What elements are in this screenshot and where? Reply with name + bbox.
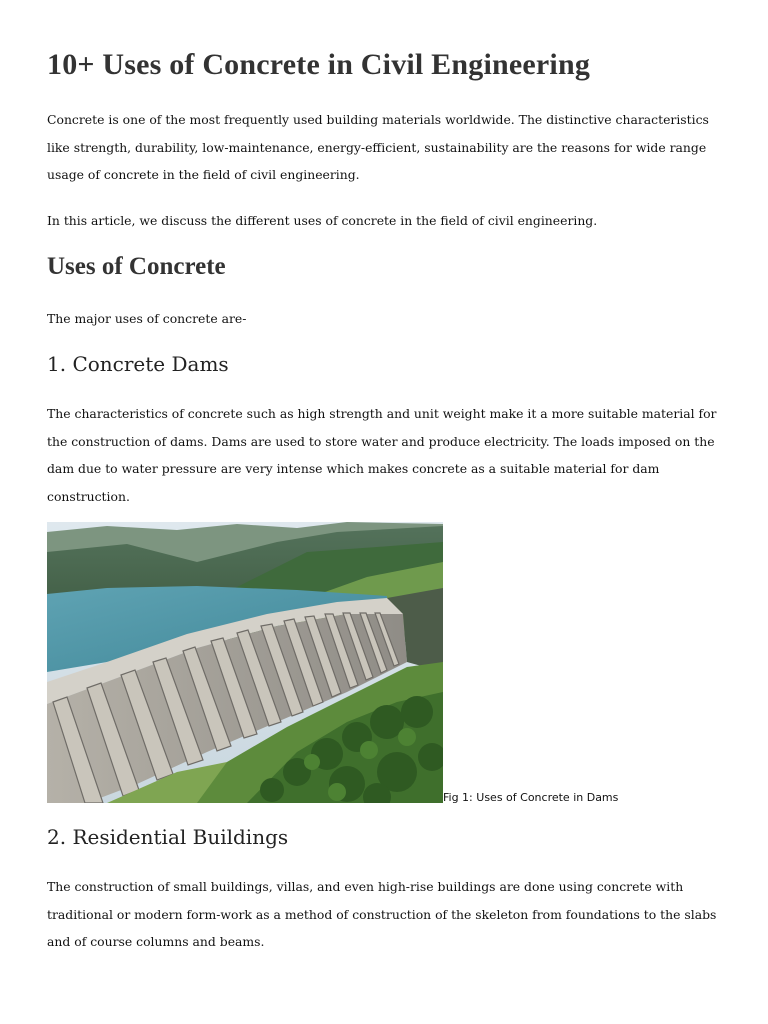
page-title: 10+ Uses of Concrete in Civil Engineering xyxy=(47,48,591,81)
intro-paragraph-2: In this article, we discuss the different uses of concrete in the field of civil engineering. xyxy=(47,213,598,228)
figure-caption: Fig 1: Uses of Concrete in Dams xyxy=(443,791,619,804)
intro-paragraph: Concrete is one of the most frequently used building materials worldwide. The distinctive characteristics like strength, durability, low-maintenance, energy-efficient, sustainability are the reasons for wide range usage of concrete in the field of civil engineering. xyxy=(47,112,709,182)
section-intro: The major uses of concrete are- xyxy=(47,311,247,326)
subheading-concrete-dams: 1. Concrete Dams xyxy=(47,352,229,376)
dam-photo xyxy=(47,522,443,803)
section-heading: Uses of Concrete xyxy=(47,253,226,280)
residential-paragraph: The construction of small buildings, villas, and even high-rise buildings are done using concrete with traditional or modern form-work as a method of construction of the skeleton from foundations to the slabs and of course columns and beams. xyxy=(47,879,717,949)
subheading-residential-buildings: 2. Residential Buildings xyxy=(47,825,289,849)
dams-paragraph: The characteristics of concrete such as high strength and unit weight make it a more suitable material for the construction of dams. Dams are used to store water and produce electricity. The loads imposed on the dam due to water pressure are very intense which makes concrete as a suitable material for dam construction. xyxy=(47,406,717,504)
